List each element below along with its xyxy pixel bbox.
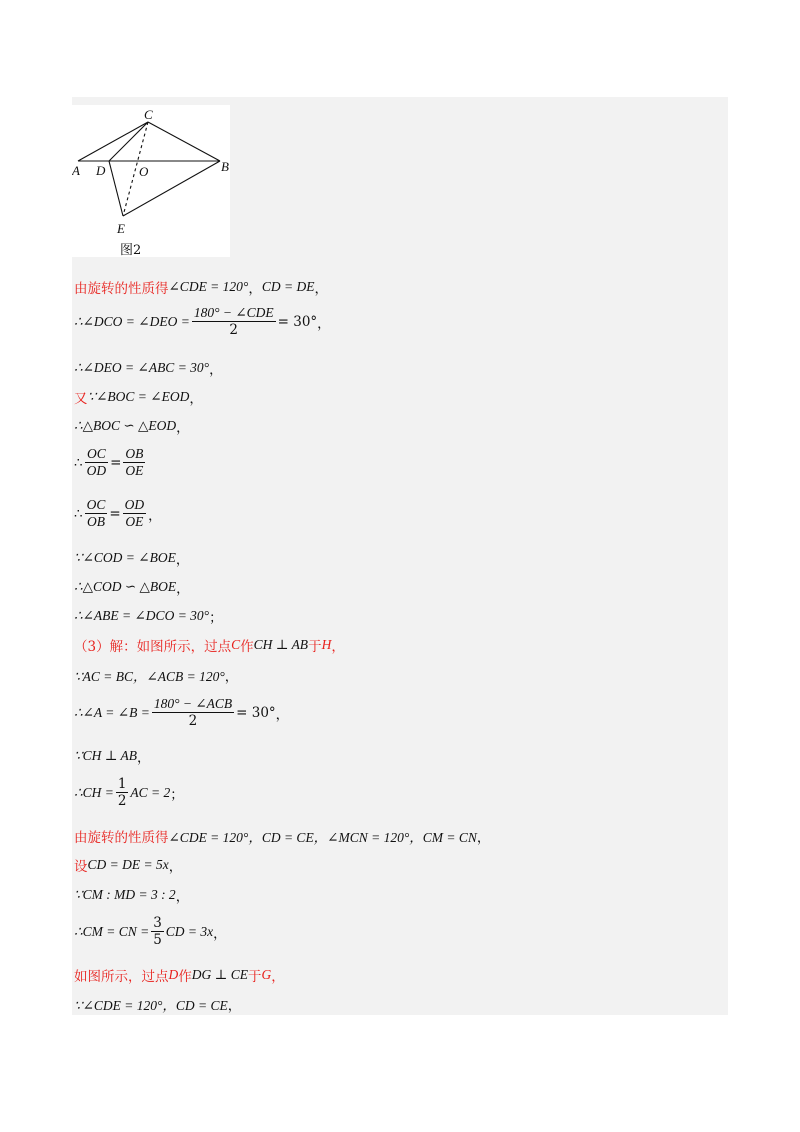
segment-eb — [123, 161, 220, 216]
fraction: $\frac{\text{180° − ∠ACB}}{2}$ — [153, 696, 233, 730]
fraction: $\frac{OC}{OD}$ — [86, 446, 107, 479]
solution-line-21: ∵∠CDE = 120°，CD = CE ， — [74, 998, 242, 1014]
solution-line-11: （3）解：如图所示，过点 C 作 CH ⊥ AB 于 H ， — [74, 637, 345, 655]
segment-dc — [109, 122, 148, 161]
segment-de — [109, 161, 123, 216]
solution-line-4: 又 ∵∠BOC = ∠EOD ， — [74, 389, 203, 407]
label-d: D — [96, 163, 106, 178]
solution-line-1: 由旋转的性质得 ∠CDE = 120° ， CD = DE ， — [74, 279, 328, 297]
fraction: $\frac{OD}{OE}$ — [124, 497, 145, 530]
label-o: O — [139, 164, 149, 179]
solution-line-8: ∵∠COD = ∠BOE ， — [74, 550, 190, 568]
segment-cb — [148, 122, 220, 161]
solution-panel — [72, 97, 728, 1015]
label-b: B — [221, 159, 229, 174]
fraction: $\frac{3}{5}$ — [153, 915, 162, 949]
solution-line-18: ∵CM : MD = 3 : 2 ， — [74, 887, 190, 905]
solution-line-2: ∴∠DCO = ∠DEO = $\frac{\text{180° − ∠CDE}}{2}$ = 30° ， — [74, 305, 331, 339]
solution-line-10: ∴∠ABE = ∠DCO = 30° ； — [74, 608, 223, 626]
figure-caption: 图2 — [120, 243, 142, 258]
solution-line-5: ∴△BOC ∽ △EOD ， — [74, 418, 190, 436]
solution-line-16: 由旋转的性质得 ∠CDE = 120°，CD = CE，∠MCN = 120°，CM = CN ， — [74, 830, 491, 846]
solution-line-17: 设 CD = DE = 5x ， — [74, 857, 183, 875]
solution-line-7: ∴ $\frac{OC}{OB}$ = $\frac{OD}{OE}$ ， — [74, 497, 162, 530]
solution-line-20: 如图所示，过点 D 作 DG ⊥ CE 于 G ， — [74, 967, 285, 985]
solution-line-6: ∴ $\frac{OC}{OD}$ = $\frac{OB}{OE}$ — [74, 446, 144, 479]
label-a: A — [72, 163, 80, 178]
solution-line-9: ∴△COD ∽ △BOE ， — [74, 579, 190, 597]
solution-line-15: ∴CH = $\frac{1}{2}$ AC = 2 ； — [74, 776, 184, 810]
geometry-figure-2 — [72, 105, 230, 257]
solution-line-3: ∴∠DEO = ∠ABC = 30° ， — [74, 360, 223, 378]
label-c: C — [144, 107, 153, 122]
solution-line-12: ∵AC = BC，∠ACB = 120° ， — [74, 669, 239, 685]
fraction: $\frac{OB}{OE}$ — [125, 446, 144, 479]
solution-line-19: ∴CM = CN = $\frac{3}{5}$ CD = 3x ， — [74, 915, 227, 949]
solution-line-14: ∵CH ⊥ AB ， — [74, 748, 151, 766]
label-e: E — [117, 221, 125, 236]
segment-ac — [78, 122, 148, 161]
solution-line-13: ∴∠A = ∠B = $\frac{\text{180° − ∠ACB}}{2}$ = 30° ， — [74, 696, 290, 730]
fraction: $\frac{\text{180° − ∠CDE}}{2}$ — [193, 305, 274, 339]
fraction: $\frac{1}{2}$ — [117, 776, 127, 810]
geometry-diagram — [72, 105, 230, 240]
fraction: $\frac{OC}{OB}$ — [86, 497, 106, 530]
